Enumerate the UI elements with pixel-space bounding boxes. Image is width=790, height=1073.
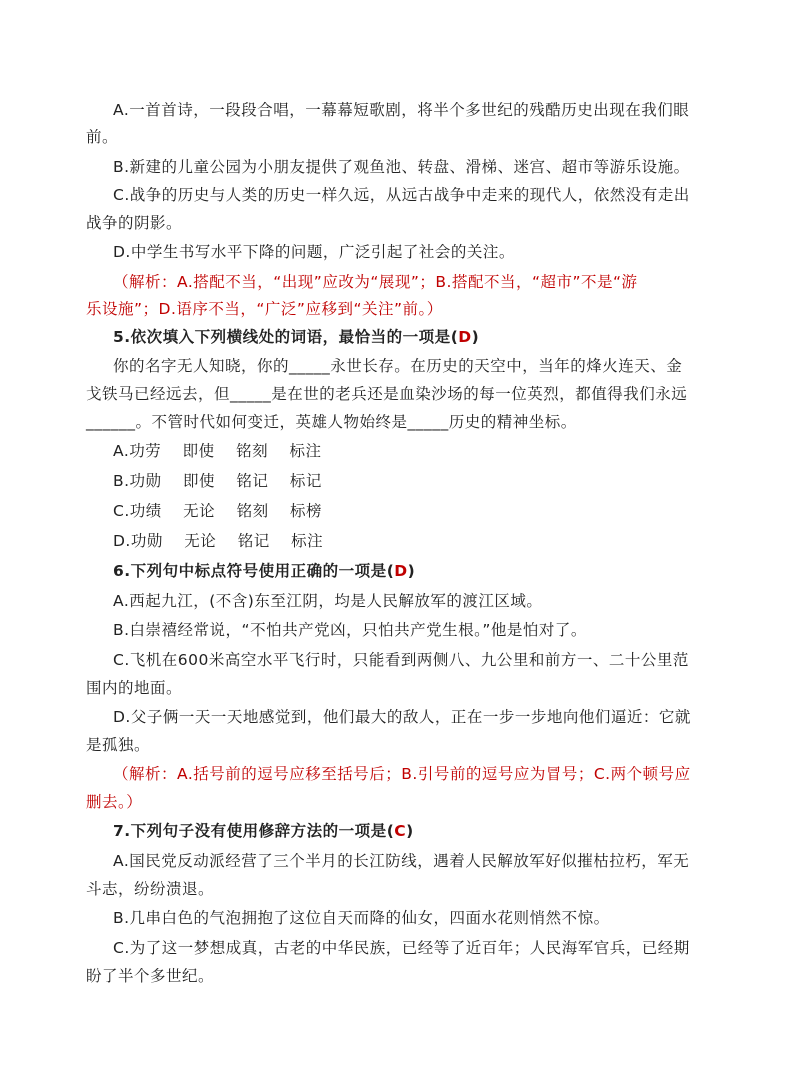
q4-option-d: D.中学生书写水平下降的问题，广泛引起了社会的关注。 [113,243,515,261]
q7-option-a-line2: 斗志，纷纷溃退。 [86,880,215,898]
q7-paren-open: ( [386,822,395,840]
q5-stem-text: 5.依次填入下列横线处的词语，最恰当的一项是 [113,328,451,346]
q4-option-a-line2: 前。 [86,128,119,146]
q6-option-a: A.西起九江，(不含)东至江阴，均是人民解放军的渡江区域。 [113,592,543,610]
q7-option-a-line1: A.国民党反动派经营了三个半月的长江防线，遇着人民解放军好似摧枯拉朽，军无 [113,852,690,870]
q6-explanation-line2: 删去。） [86,793,143,811]
q5-passage-line2: 戈铁马已经远去，但_____是在世的老兵还是血染沙场的每一位英烈，都值得我们永远 [86,385,688,403]
q7-option-c-line2: 盼了半个多世纪。 [86,967,215,985]
q4-option-c-line1: C.战争的历史与人类的历史一样久远，从远古战争中走来的现代人，依然没有走出 [113,186,690,204]
q6-stem [113,561,415,581]
q5-option-d: D.功勋 无论 铭记 标注 [113,532,324,550]
q6-paren-close: ) [407,562,416,580]
q7-answer: C [394,822,407,840]
q5-answer: D [458,328,472,346]
q6-option-b: B.白崇禧经常说，“不怕共产党凶，只怕共产党生根。”他是怕对了。 [113,621,587,639]
q6-stem-text: 6.下列句中标点符号使用正确的一项是 [113,562,387,580]
q6-option-c-line1: C.飞机在600米高空水平飞行时，只能看到两侧八、九公里和前方一、二十公里范 [113,651,689,669]
q5-option-b: B.功勋 即使 铭记 标记 [113,472,322,490]
q5-option-a: A.功劳 即使 铭刻 标注 [113,442,322,460]
q6-option-d-line2: 是孤独。 [86,736,151,754]
q6-option-c-line2: 围内的地面。 [86,679,183,697]
q4-explanation-line2: 乐设施”；D.语序不当，“广泛”应移到“关注”前。） [86,300,443,318]
q7-stem-text: 7.下列句子没有使用修辞方法的一项是 [113,822,387,840]
q7-option-c-line1: C.为了这一梦想成真，古老的中华民族，已经等了近百年；人民海军官兵，已经期 [113,939,690,957]
q5-passage-line1: 你的名字无人知晓，你的_____永世长存。在历史的天空中，当年的烽火连天、金 [113,357,683,375]
q4-explanation-line1: （解析：A.搭配不当，“出现”应改为“展现”；B.搭配不当，“超市”不是“游 [113,273,638,291]
q4-option-c-line2: 战争的阴影。 [86,214,183,232]
q5-option-c: C.功绩 无论 铭刻 标榜 [113,502,323,520]
q6-paren-open: ( [386,562,395,580]
q5-stem [113,327,479,347]
q7-option-b: B.几串白色的气泡拥抱了这位自天而降的仙女，四面水花则悄然不惊。 [113,909,610,927]
q6-explanation-line1: （解析：A.括号前的逗号应移至括号后；B.引号前的逗号应为冒号；C.两个顿号应 [113,765,691,783]
q4-option-b: B.新建的儿童公园为小朋友提供了观鱼池、转盘、滑梯、迷宫、超市等游乐设施。 [113,158,690,176]
q5-paren-close: ) [471,328,480,346]
q6-option-d-line1: D.父子俩一天一天地感觉到，他们最大的敌人，正在一步一步地向他们逼近：它就 [113,708,691,726]
q4-option-a-line1: A.一首首诗，一段段合唱，一幕幕短歌剧，将半个多世纪的残酷历史出现在我们眼 [113,101,690,119]
q7-stem [113,821,414,841]
q5-paren-open: ( [450,328,459,346]
q6-answer: D [394,562,408,580]
q5-passage-line3: ______。不管时代如何变迁，英雄人物始终是_____历史的精神坐标。 [86,413,577,431]
q7-paren-close: ) [406,822,414,840]
